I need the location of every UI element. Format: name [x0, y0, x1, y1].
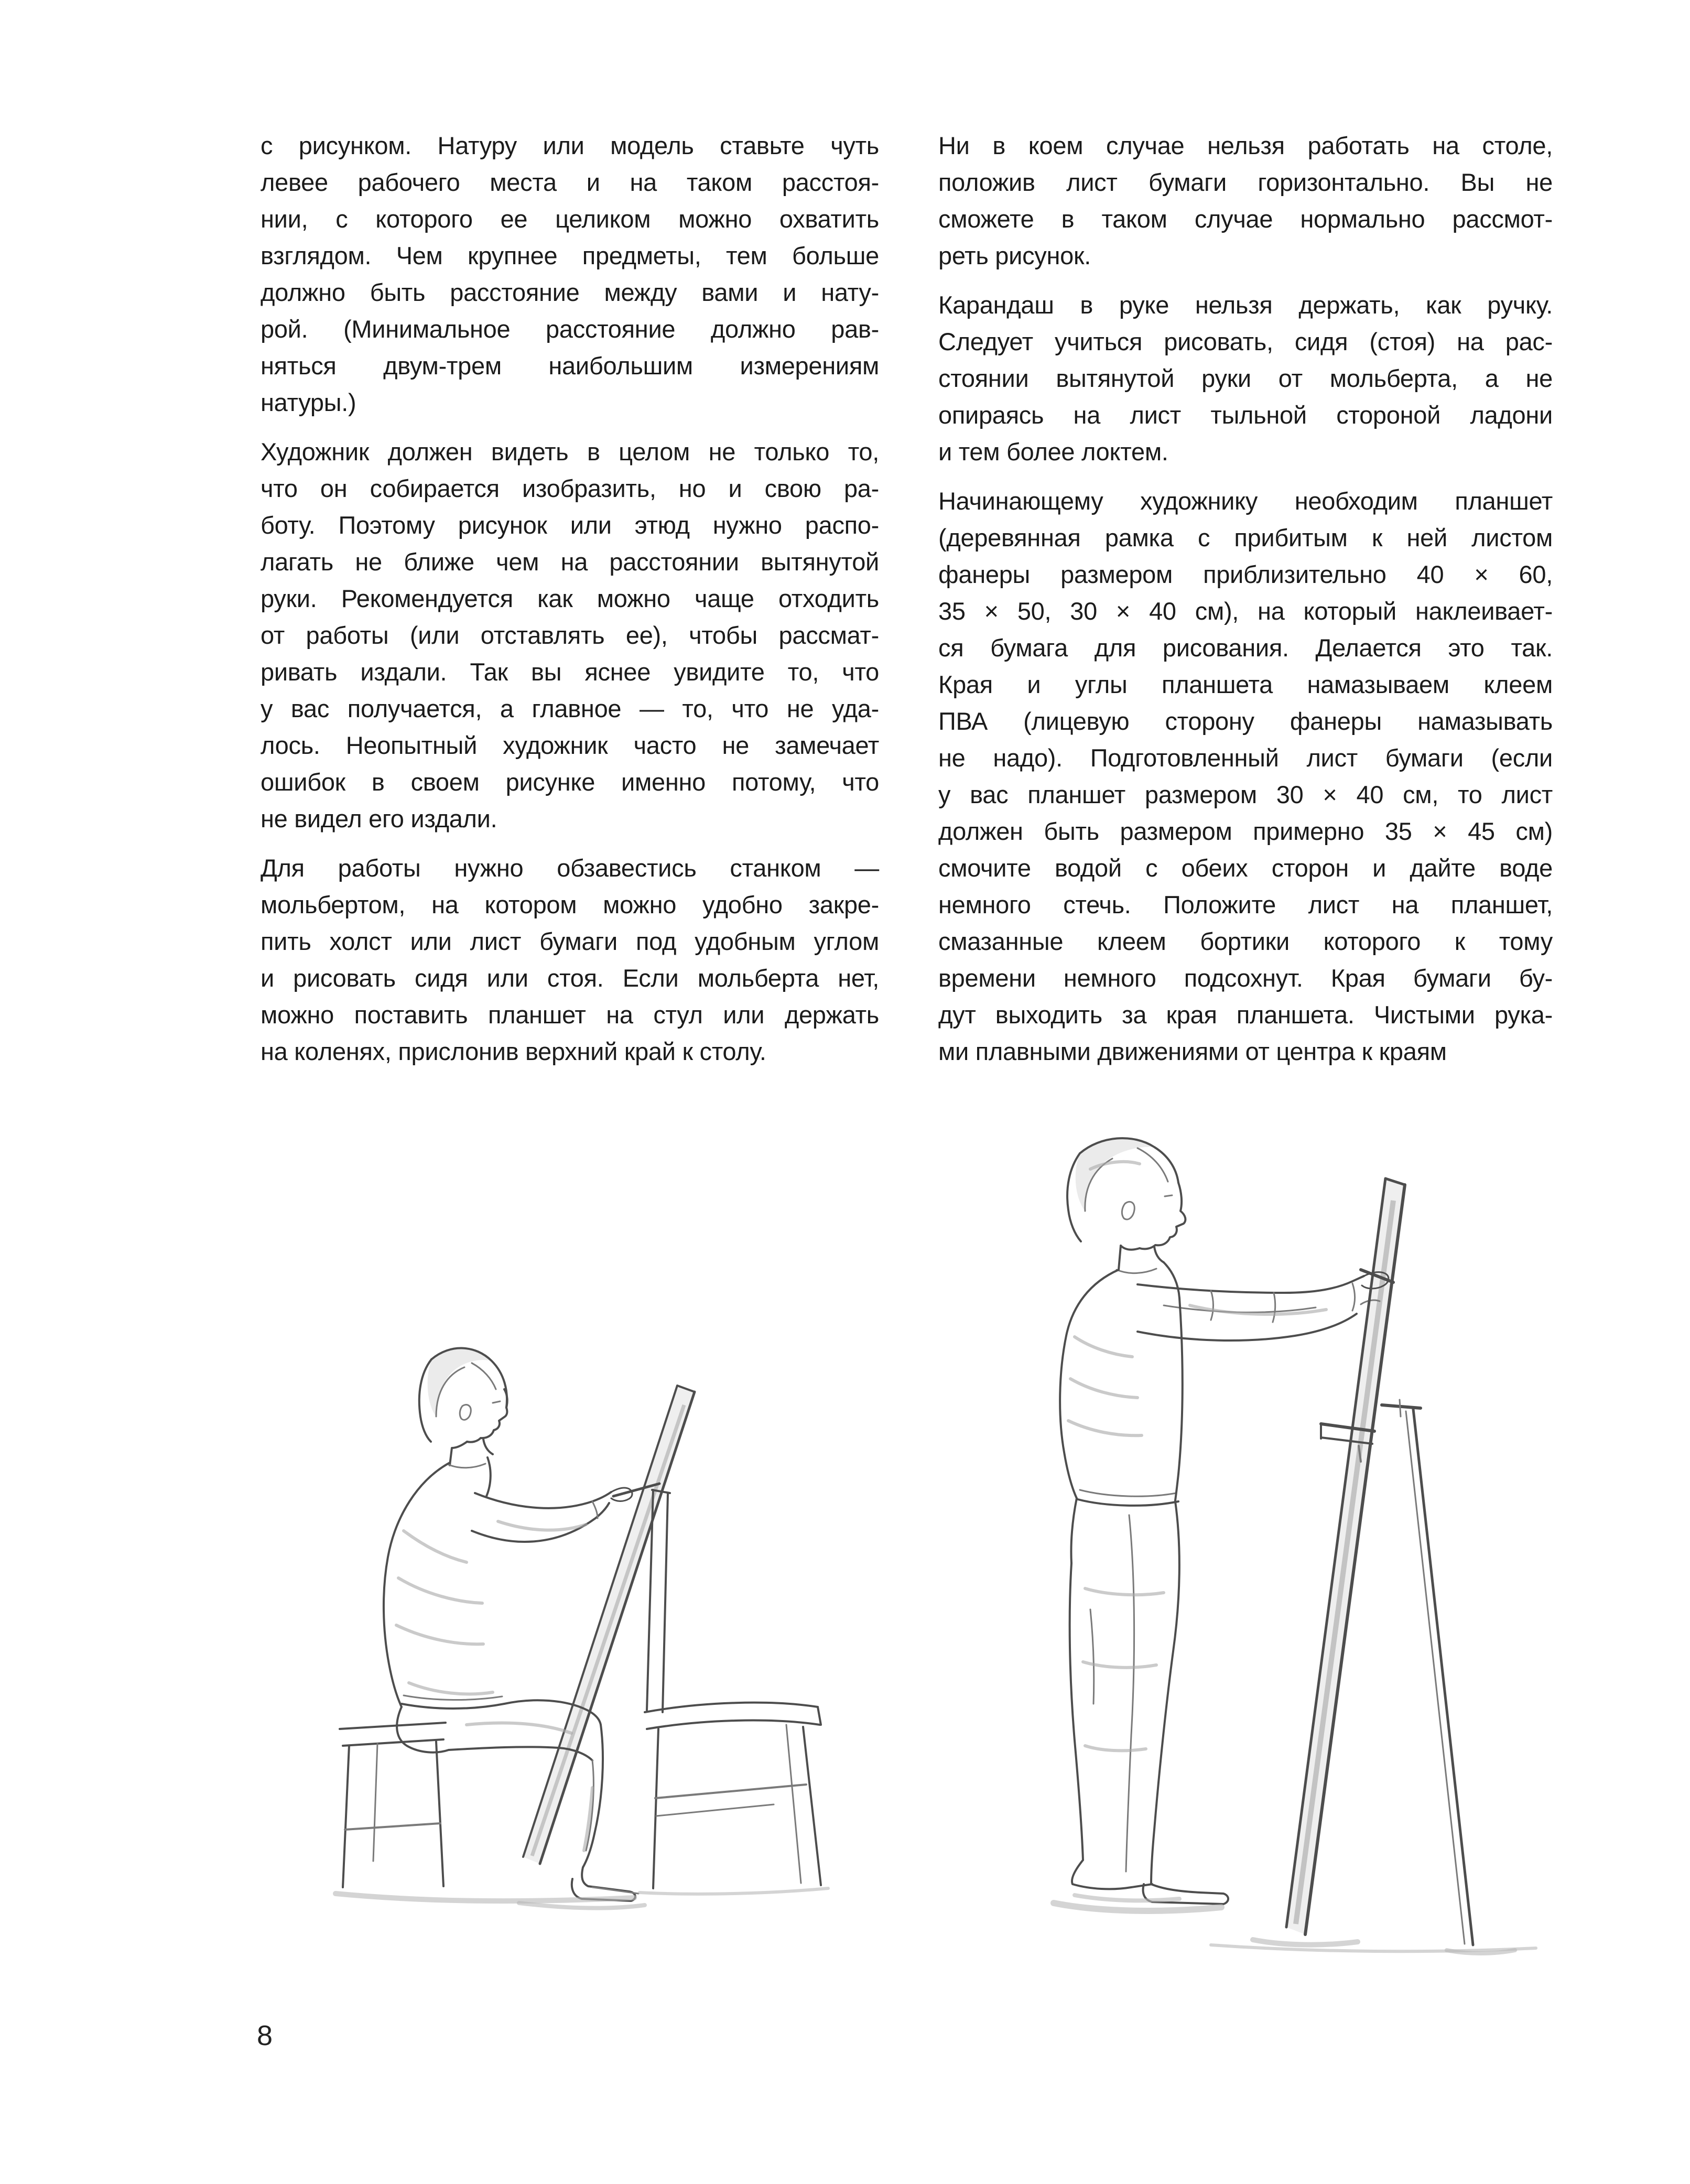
text-line: взглядом. Чем крупнее предметы, тем больше: [261, 242, 879, 269]
text-line: фанеры размером приблизительно 40 × 60,: [938, 560, 1553, 588]
paragraph: [261, 850, 879, 1070]
paragraph: [938, 287, 1553, 470]
text-line: Ни в коем случае нельзя работать на столе,: [938, 132, 1553, 159]
text-line: ми плавными движениями от центра к краям: [938, 1037, 1447, 1065]
text-line: Следует учиться рисовать, сидя (стоя) на рас-: [938, 328, 1553, 355]
standing-artist-illustration: [917, 1085, 1599, 1987]
text-line: няться двум-трем наибольшим измерениям: [261, 352, 879, 380]
text-line: натуры.): [261, 388, 356, 416]
text-line: 35 × 50, 30 × 40 см), на который наклеивает-: [938, 597, 1553, 625]
text-line: стоянии вытянутой руки от мольберта, а не: [938, 364, 1553, 392]
text-line: левее рабочего места и на таком расстоя-: [261, 168, 879, 196]
text-line: у вас получается, а главное — то, что не уда-: [261, 695, 879, 722]
text-line: с рисунком. Натуру или модель ставьте чуть: [261, 132, 879, 159]
text-line: что он собирается изобразить, но и свою ра-: [261, 474, 879, 502]
text-line: мольбертом, на котором можно удобно закре-: [261, 891, 879, 918]
paragraph: [938, 127, 1553, 274]
text-line: сможете в таком случае нормально рассмот-: [938, 205, 1553, 233]
text-line: ПВА (лицевую сторону фанеры намазывать: [938, 707, 1553, 735]
text-column-left: [261, 127, 879, 1083]
paragraph: [261, 434, 879, 837]
text-line: и рисовать сидя или стоя. Если мольберта нет,: [261, 964, 879, 992]
text-line: у вас планшет размером 30 × 40 см, то лист: [938, 781, 1553, 808]
text-line: времени немного подсохнут. Края бумаги бу-: [938, 964, 1553, 992]
text-line: немного стечь. Положите лист на планшет,: [938, 891, 1553, 918]
paragraph: [261, 127, 879, 421]
paragraph: [938, 483, 1553, 1070]
text-line: ся бумага для рисования. Делается это так.: [938, 634, 1553, 662]
text-line: Начинающему художнику необходим планшет: [938, 487, 1553, 515]
text-line: Для работы нужно обзавестись станком —: [261, 854, 879, 882]
text-line: от работы (или отставлять ее), чтобы рассмат-: [261, 621, 879, 649]
text-line: положив лист бумаги горизонтально. Вы не: [938, 168, 1553, 196]
text-line: опираясь на лист тыльной стороной ладони: [938, 401, 1553, 429]
text-line: не надо). Подготовленный лист бумаги (если: [938, 744, 1553, 772]
pencil-sketch-seated-artist-icon: [299, 1284, 875, 1966]
text-line: можно поставить планшет на стул или держать: [261, 1001, 879, 1029]
text-line: лагать не ближе чем на расстоянии вытянутой: [261, 548, 879, 576]
text-line: дут выходить за края планшета. Чистыми рука-: [938, 1001, 1553, 1029]
text-line: нии, с которого ее целиком можно охватить: [261, 205, 879, 233]
pencil-sketch-standing-artist-icon: [917, 1085, 1599, 1987]
text-line: пить холст или лист бумаги под удобным углом: [261, 927, 879, 955]
seated-artist-illustration: [299, 1284, 875, 1966]
text-line: Края и углы планшета намазываем клеем: [938, 671, 1553, 698]
text-line: Карандаш в руке нельзя держать, как ручку.: [938, 291, 1553, 319]
page-number: 8: [257, 2020, 273, 2051]
text-line: не видел его издали.: [261, 805, 497, 832]
text-line: смазанные клеем бортики которого к тому: [938, 927, 1553, 955]
text-line: смочите водой с обеих сторон и дайте воде: [938, 854, 1553, 882]
text-line: руки. Рекомендуется как можно чаще отходить: [261, 585, 879, 612]
text-line: рой. (Минимальное расстояние должно рав-: [261, 315, 879, 343]
text-line: на коленях, прислонив верхний край к столу.: [261, 1037, 766, 1065]
text-line: и тем более локтем.: [938, 438, 1168, 466]
text-line: боту. Поэтому рисунок или этюд нужно распо-: [261, 511, 879, 539]
text-line: (деревянная рамка с прибитым к ней листом: [938, 524, 1553, 552]
text-line: должно быть расстояние между вами и нату-: [261, 278, 879, 306]
text-line: должен быть размером примерно 35 × 45 см): [938, 817, 1553, 845]
text-line: реть рисунок.: [938, 242, 1091, 269]
text-line: лось. Неопытный художник часто не замечает: [261, 731, 879, 759]
text-line: Художник должен видеть в целом не только то,: [261, 438, 879, 466]
text-column-right: [938, 127, 1553, 1083]
text-line: ошибок в своем рисунке именно потому, что: [261, 768, 879, 796]
text-line: ривать издали. Так вы яснее увидите то, что: [261, 658, 879, 686]
